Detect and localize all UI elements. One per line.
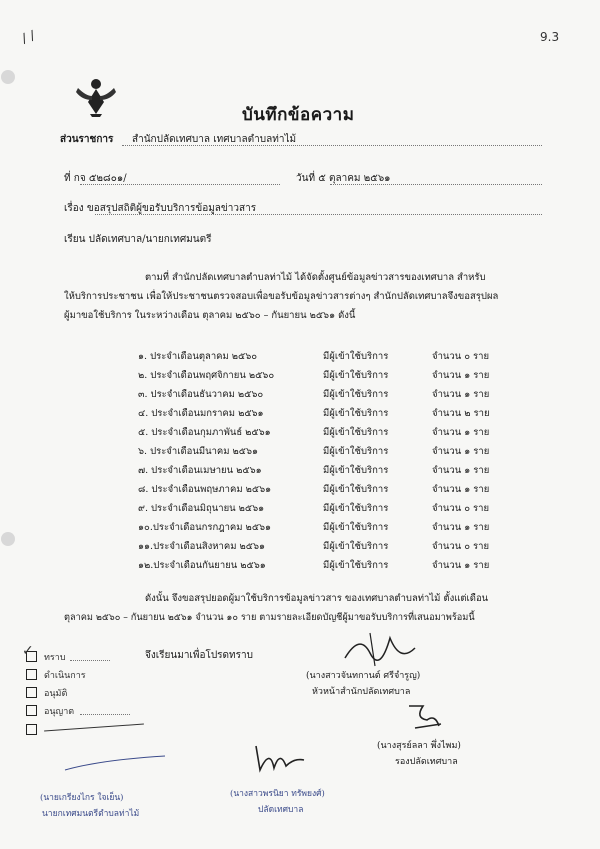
checkbox-proceed-label: ดำเนินการ [44, 671, 86, 681]
corner-mark-right: 9.3 [540, 30, 560, 44]
intro-paragraph-line-1: ตามที่ สำนักปลัดเทศบาลตำบลท่าไม้ ได้จัดตั้งศูนย์ข้อมูลข่าวสารของเทศบาล สำหรับ [145, 272, 486, 283]
signature-scribble-4 [250, 738, 310, 782]
stats-row: ๒. ประจำเดือนพฤศจิกายน ๒๕๖๐ มีผู้เข้าใช้บริการ จำนวน ๑ ราย [138, 370, 490, 381]
signer-3-name: (นายเกรียงไกร ใจเย็น) [40, 793, 124, 803]
stats-row: ๖. ประจำเดือนมีนาคม ๒๕๖๑ มีผู้เข้าใช้บริการ จำนวน ๑ ราย [138, 446, 490, 457]
checkbox-approve-label: อนุมัติ [44, 689, 68, 699]
checkbox-permit-label: อนุญาต [44, 707, 75, 717]
checkbox-other[interactable] [26, 724, 37, 735]
checkbox-acknowledge-label: ทราบ [44, 653, 66, 663]
checkbox-proceed[interactable] [26, 669, 37, 680]
checkbox-approve[interactable] [26, 687, 37, 698]
corner-mark-left: / / [19, 28, 38, 47]
signature-scribble-2 [405, 700, 445, 738]
agency-label: ส่วนราชการ [60, 134, 114, 145]
subject-underline [95, 214, 542, 215]
stats-row: ๙. ประจำเดือนมิถุนายน ๒๕๖๑ มีผู้เข้าใช้บริการ จำนวน ๐ ราย [138, 503, 490, 514]
check-mark-icon: ✓ [22, 643, 34, 659]
intro-paragraph-line-2: ให้บริการประชาชน เพื่อให้ประชาชนตรวจสอบเพื่อขอรับข้อมูลข่าวสารต่างๆ สำนักปลัดเทศบาลจึงขอสรุปผล [64, 291, 499, 302]
stats-row: ๘. ประจำเดือนพฤษภาคม ๒๕๖๑ มีผู้เข้าใช้บริการ จำนวน ๑ ราย [138, 484, 490, 495]
signature-scribble-3 [60, 750, 170, 784]
stats-row: ๔. ประจำเดือนมกราคม ๒๕๖๑ มีผู้เข้าใช้บริการ จำนวน ๒ ราย [138, 408, 490, 419]
signature-scribble-1 [340, 628, 420, 672]
document-date: วันที่ ๕ ตุลาคม ๒๕๖๑ [296, 173, 391, 184]
summary-paragraph-line-2: ตุลาคม ๒๕๖๐ – กันยายน ๒๕๖๑ จำนวน ๑๐ ราย ตามรายละเอียดบัญชีผู้มาขอรับบริการที่เสนอมาพร้อมนี้ [64, 612, 475, 623]
signer-3-position: นายกเทศมนตรีตำบลท่าไม้ [42, 809, 140, 819]
signer-1-position: หัวหน้าสำนักปลัดเทศบาล [312, 687, 411, 697]
stats-row: ๑๑.ประจำเดือนสิงหาคม ๒๕๖๑ มีผู้เข้าใช้บริการ จำนวน ๐ ราย [138, 541, 490, 552]
agency-value: สำนักปลัดเทศบาล เทศบาลตำบลท่าไม้ [132, 134, 297, 145]
signer-1-name: (นางสาวจันทกานต์ ศรีจำรูญ) [306, 671, 421, 681]
agency-underline [122, 145, 542, 146]
checkbox-acknowledge-line [70, 660, 110, 661]
signer-4-name: (นางสาวพรนิยา ทรัพยงศ์) [230, 789, 325, 799]
subject-line: เรื่อง ขอสรุปสถิติผู้ขอรับบริการข้อมูลข่าวสาร [64, 203, 257, 214]
stats-row: ๑. ประจำเดือนตุลาคม ๒๕๖๐ มีผู้เข้าใช้บริการ จำนวน ๐ ราย [138, 351, 490, 362]
signer-4-position: ปลัดเทศบาล [258, 805, 304, 815]
stats-row: ๕. ประจำเดือนกุมภาพันธ์ ๒๕๖๑ มีผู้เข้าใช้บริการ จำนวน ๑ ราย [138, 427, 490, 438]
checkbox-permit-line [80, 714, 130, 715]
checkbox-other-line [44, 724, 144, 732]
stats-row: ๗. ประจำเดือนเมษายน ๒๕๖๑ มีผู้เข้าใช้บริการ จำนวน ๑ ราย [138, 465, 490, 476]
stats-row: ๓. ประจำเดือนธันวาคม ๒๕๖๐ มีผู้เข้าใช้บริการ จำนวน ๑ ราย [138, 389, 490, 400]
addressee: เรียน ปลัดเทศบาล/นายกเทศมนตรี [64, 234, 212, 245]
checkbox-permit[interactable] [26, 705, 37, 716]
closing-line: จึงเรียนมาเพื่อโปรดทราบ [145, 650, 253, 661]
date-underline [330, 184, 542, 185]
intro-paragraph-line-3: ผู้มาขอใช้บริการ ในระหว่างเดือน ตุลาคม ๒๕๖๐ – กันยายน ๒๕๖๑ ดังนี้ [64, 310, 356, 321]
summary-paragraph-line-1: ดังนั้น จึงขอสรุปยอดผู้มาใช้บริการข้อมูลข่าวสาร ของเทศบาลตำบลท่าไม้ ตั้งแต่เดือน [145, 593, 489, 604]
stats-row: ๑๐.ประจำเดือนกรกฎาคม ๒๕๖๑ มีผู้เข้าใช้บริการ จำนวน ๑ ราย [138, 522, 490, 533]
signer-2-name: (นางสุรย์ลลา พึ่งไพม) [377, 741, 461, 751]
docno-underline [80, 184, 280, 185]
signer-2-position: รองปลัดเทศบาล [395, 757, 458, 767]
stats-row: ๑๒.ประจำเดือนกันยายน ๒๕๖๑ มีผู้เข้าใช้บริการ จำนวน ๑ ราย [138, 560, 490, 571]
memo-title: บันทึกข้อความ [242, 105, 355, 125]
garuda-emblem [74, 74, 118, 118]
document-number: ที่ กจ ๕๒๘๐๑/ [64, 173, 127, 184]
punch-hole-top [1, 70, 15, 84]
